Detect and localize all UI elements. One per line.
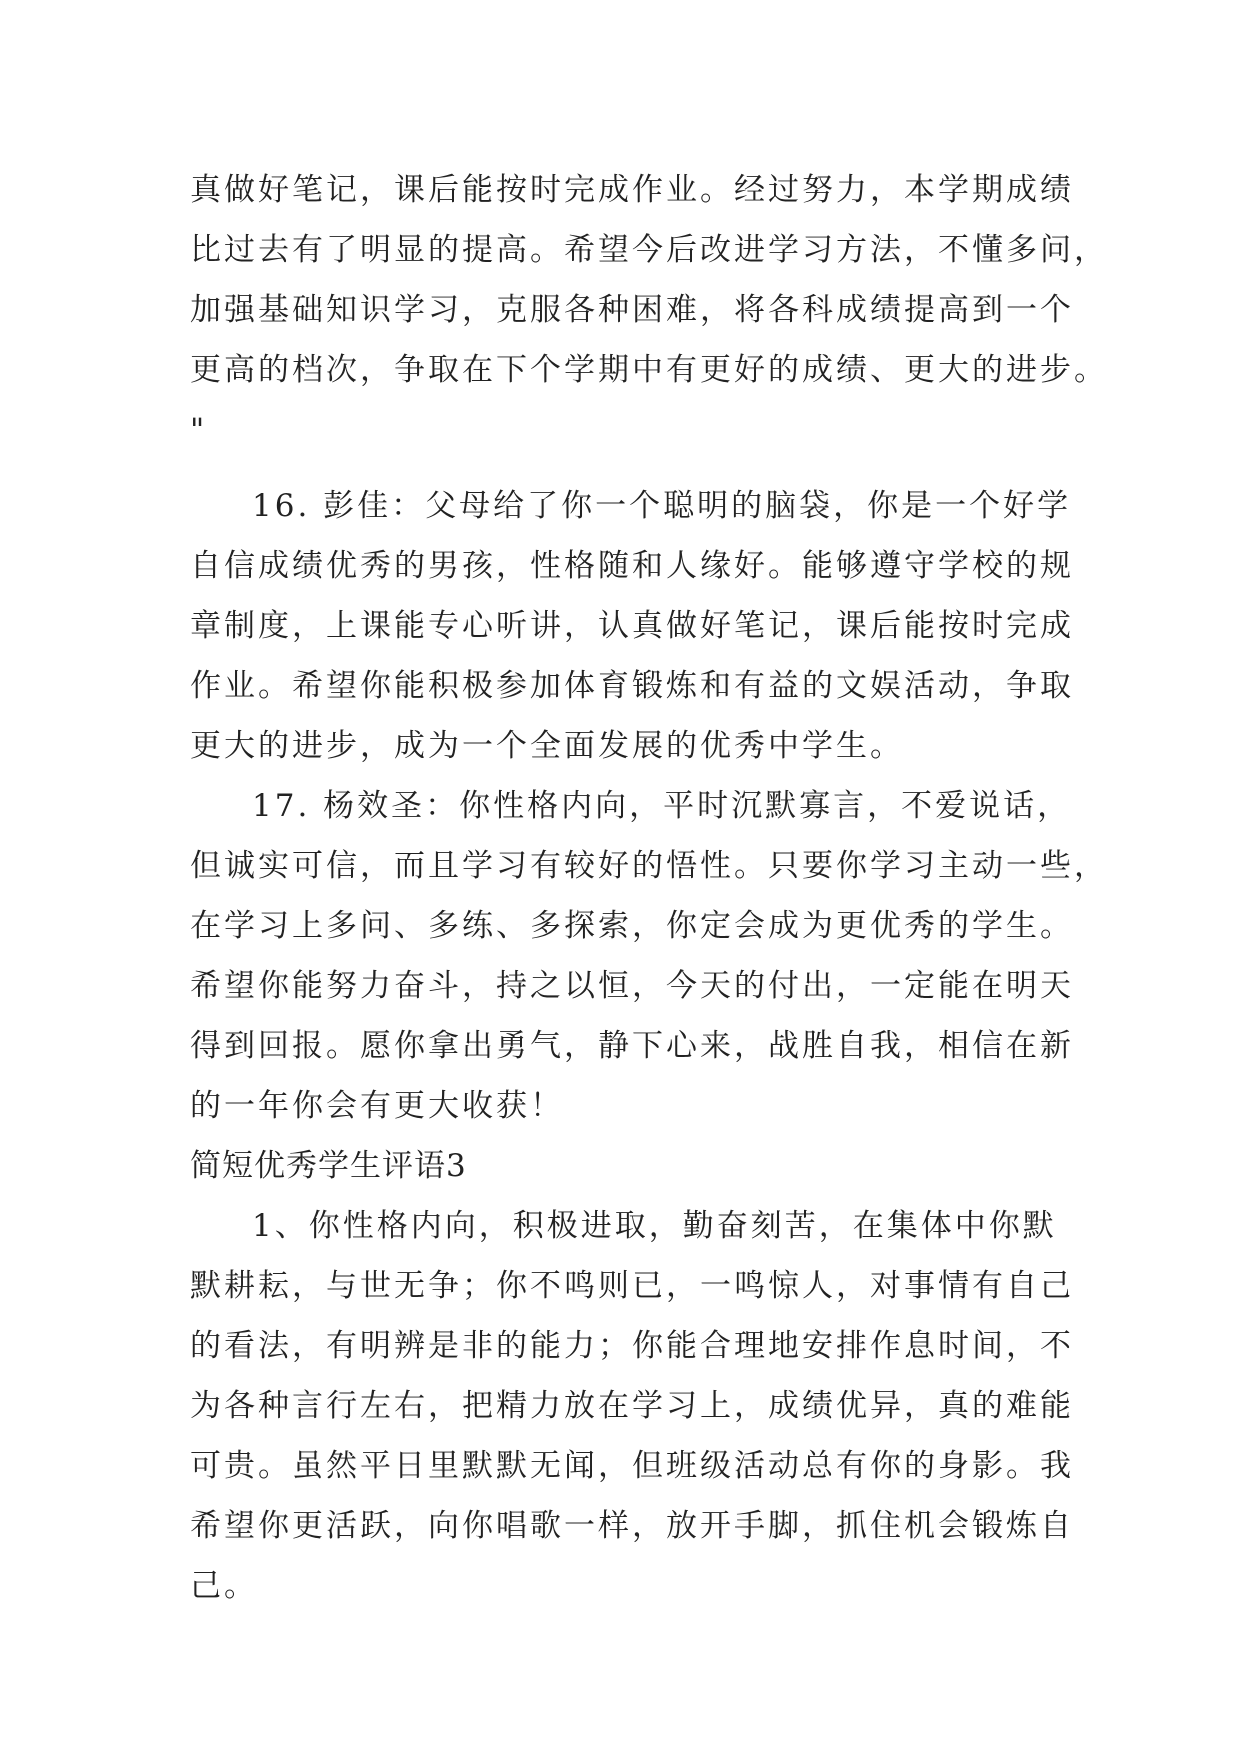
comment-item-16 <box>190 476 1074 776</box>
text-line: 得到回报。愿你拿出勇气，静下心来，战胜自我，相信在新 <box>190 1028 1074 1064</box>
text-line: 自信成绩优秀的男孩，性格随和人缘好。能够遵守学校的规 <box>190 548 1074 584</box>
comment-item-17 <box>190 776 1108 1136</box>
text-line: 己。 <box>190 1568 258 1604</box>
text-line: 的一年你会有更大收获！ <box>190 1088 564 1124</box>
text-line: 希望你能努力奋斗，持之以恒，今天的付出，一定能在明天 <box>190 968 1074 1004</box>
text-line: 比过去有了明显的提高。希望今后改进学习方法，不懂多问， <box>190 232 1108 268</box>
text-line: 作业。希望你能积极参加体育锻炼和有益的文娱活动，争取 <box>190 668 1074 704</box>
text-line: 更高的档次，争取在下个学期中有更好的成绩、更大的进步。 <box>190 352 1108 388</box>
text-line: 可贵。虽然平日里默默无闻，但班级活动总有你的身影。我 <box>190 1448 1074 1484</box>
text-line: 17. 杨效圣：你性格内向，平时沉默寡言，不爱说话， <box>252 788 1072 824</box>
comment-item-1 <box>190 1196 1074 1616</box>
text-line: 的看法，有明辨是非的能力；你能合理地安排作息时间，不 <box>190 1328 1074 1364</box>
document-body <box>190 160 1108 1616</box>
text-line: 希望你更活跃，向你唱歌一样，放开手脚，抓住机会锻炼自 <box>190 1508 1074 1544</box>
text-line: 在学习上多问、多练、多探索，你定会成为更优秀的学生。 <box>190 908 1074 944</box>
paragraph-spacer <box>190 460 1055 476</box>
text-line: 加强基础知识学习，克服各种困难，将各科成绩提高到一个 <box>190 292 1074 328</box>
text-line: 默耕耘，与世无争；你不鸣则已，一鸣惊人，对事情有自己 <box>190 1268 1074 1304</box>
text-line: 章制度，上课能专心听讲，认真做好笔记，课后能按时完成 <box>190 608 1074 644</box>
text-line: 但诚实可信，而且学习有较好的悟性。只要你学习主动一些， <box>190 848 1108 884</box>
paragraph-continuation <box>190 160 1108 460</box>
text-line: 更大的进步，成为一个全面发展的优秀中学生。 <box>190 728 904 764</box>
section-heading: 简短优秀学生评语3 <box>190 1148 467 1184</box>
text-line: 1、你性格内向，积极进取，勤奋刻苦，在集体中你默 <box>252 1208 1057 1244</box>
text-line: " <box>190 412 208 448</box>
text-line: 16. 彭佳：父母给了你一个聪明的脑袋，你是一个好学 <box>252 488 1072 524</box>
text-line: 为各种言行左右，把精力放在学习上，成绩优异，真的难能 <box>190 1388 1074 1424</box>
text-line: 真做好笔记，课后能按时完成作业。经过努力，本学期成绩 <box>190 172 1074 208</box>
